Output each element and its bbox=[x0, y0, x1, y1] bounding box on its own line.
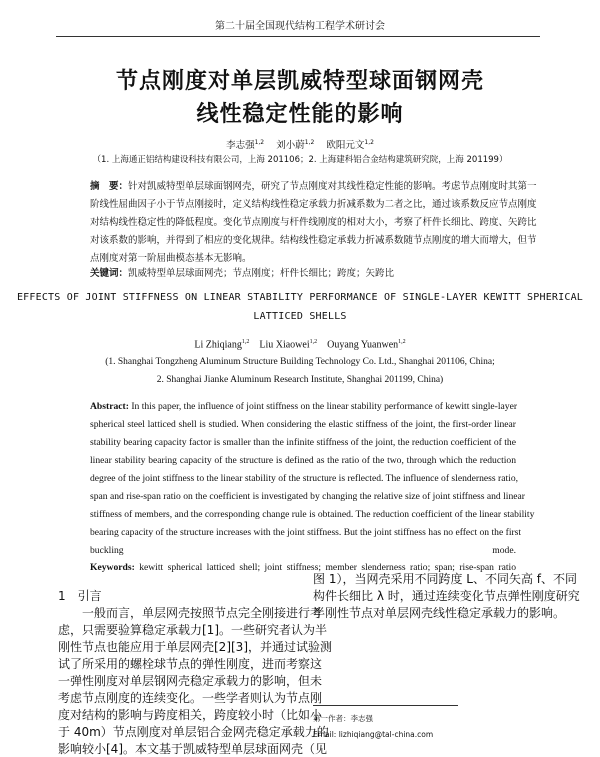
keywords-en-label: Keywords: bbox=[90, 562, 135, 573]
body-line: 刚性节点也能应用于单层网壳[2][3]，并通过试验测 bbox=[58, 640, 332, 654]
body-line: 度对结构的影响与跨度相关，跨度较小时（比如小 bbox=[58, 708, 323, 722]
abstract-en-line: stiffness of members, and the corresponding change rule is obtained. The reduction coefficient of the linear stability bbox=[90, 509, 535, 520]
body-line: 一般而言，单层网壳按照节点完全刚接进行考 bbox=[58, 606, 323, 620]
abstract-en-line: spherical steel latticed shell is studied. When considering the elastic stiffness of the joint, the first-order linear bbox=[90, 419, 516, 430]
abstract-en-line: bearing capacity of the structure increases with the joint stiffness. But the joint stiffness has no effect on the first bbox=[90, 527, 522, 538]
keywords-en-text: kewitt spherical latticed shell; joint stiffness; member slenderness ratio; span; rise-span ratio bbox=[139, 562, 516, 573]
abstract-cn-text: 针对凯威特型单层球面钢网壳，研究了节点刚度对其线性稳定性能的影响。考虑节点刚度时其第一 bbox=[128, 181, 537, 192]
abstract-cn-line: 对结构线性稳定性的降低程度。变化节点刚度与杆件线刚度的相对大小，考察了杆件长细比、跨度、矢跨比 bbox=[90, 217, 537, 228]
body-line: 构件长细比 λ 时，通过连续变化节点弹性刚度研究 bbox=[313, 589, 580, 603]
author-en: Liu Xiaowei bbox=[259, 339, 310, 351]
authors-cn bbox=[0, 137, 600, 151]
abstract-en-label: Abstract: bbox=[90, 401, 129, 412]
running-header: 第二十届全国现代结构工程学术研讨会 bbox=[215, 21, 385, 32]
authors-en bbox=[0, 339, 600, 350]
title-cn-line-1: 节点刚度对单层凯威特型球面钢网壳 bbox=[115, 69, 484, 94]
abstract-en-line: linear stability bearing capacity of the structure is defined as the ratio of the two, through which the reduction bbox=[90, 455, 516, 466]
abstract-cn-line: 点刚度对第一阶屈曲模态基本无影响。 bbox=[90, 253, 252, 264]
abstract-en-line: stability bearing capacity factor is smaller than the infinite stiffness of the joint, the reduction coefficient of the bbox=[90, 437, 516, 448]
footnote-email: Email: lizhiqiang@tal-china.com bbox=[313, 730, 434, 739]
author-sup: 1,2 bbox=[241, 339, 250, 345]
title-en-line-2: LATTICED SHELLS bbox=[253, 311, 347, 322]
abstract-en-line: span and rise-span ratio on the coefficient is investigated by changing the relative size of joint stiffness and linear bbox=[90, 491, 525, 502]
author-cn: 刘小蔚 bbox=[276, 140, 305, 151]
body-line: 试了所采用的螺栓球节点的弹性刚度，进而考察这 bbox=[58, 657, 323, 671]
author-en: Ouyang Yuanwen bbox=[327, 339, 399, 351]
author-sup: 1,2 bbox=[309, 339, 318, 345]
keywords-cn-text: 凯威特型单层球面网壳；节点刚度；杆件长细比；跨度；矢跨比 bbox=[128, 268, 395, 279]
author-sup: 1,2 bbox=[254, 138, 265, 146]
keywords-cn-label: 关键词： bbox=[90, 268, 129, 279]
abstract-en-line: degree of the joint stiffness to the linear stability of the structure is reflected. The influence of slenderness ratio, bbox=[90, 473, 519, 484]
body-line: 一弹性刚度对单层钢网壳稳定承载力的影响，但未 bbox=[58, 674, 323, 688]
footnote-rule bbox=[313, 705, 458, 706]
abstract-cn-line: 阶线性屈曲因子小于节点刚接时，定义结构线性稳定承载力折减系数为二者之比，通过该系数反应节点刚度 bbox=[90, 199, 537, 210]
author-en: Li Zhiqiang bbox=[194, 339, 242, 351]
footnote-author: 第一作者：李志强 bbox=[313, 714, 373, 723]
title-en-line-1: EFFECTS OF JOINT STIFFNESS ON LINEAR STABILITY PERFORMANCE OF SINGLE-LAYER KEWITT SPHERICAL bbox=[16, 292, 584, 303]
body-line: 影响较小[4]。本文基于凯威特型单层球面网壳（见 bbox=[58, 742, 327, 756]
title-cn-line-2: 线性稳定性能的影响 bbox=[196, 102, 404, 127]
body-line: 图 1），当网壳采用不同跨度 L、不同矢高 f、不同 bbox=[313, 572, 577, 586]
header-rule bbox=[56, 36, 540, 37]
author-cn: 李志强 bbox=[226, 140, 255, 151]
affiliation-en-2: 2. Shanghai Jianke Aluminum Research Institute, Shanghai 201199, China) bbox=[156, 375, 444, 385]
section-heading: 1 引言 bbox=[58, 589, 102, 603]
author-sup: 1,2 bbox=[398, 339, 406, 345]
abstract-cn-label: 摘 要： bbox=[90, 181, 129, 192]
abstract-cn-line bbox=[90, 178, 537, 192]
author-sup: 1,2 bbox=[364, 138, 374, 146]
abstract-cn-line: 对该系数的影响，并得到了相应的变化规律。结构线性稳定承载力折减系数随节点刚度的增大而增大，但节 bbox=[90, 235, 537, 246]
affiliation-en-1: (1. Shanghai Tongzheng Aluminum Structure Building Technology Co. Ltd., Shanghai 201106, China; bbox=[105, 357, 495, 367]
body-line: 虑，只需要验算稳定承载力[1]。一些研究者认为半 bbox=[58, 623, 327, 637]
body-line: 考虑节点刚度的连续变化。一些学者则认为节点刚 bbox=[58, 691, 323, 705]
affiliation-cn: （1. 上海通正铝结构建设科技有限公司，上海 201106；2. 上海建科铝合金结构建筑研究院，上海 201199） bbox=[92, 155, 508, 165]
author-cn: 欧阳元文 bbox=[326, 140, 365, 151]
abstract-en-line bbox=[90, 401, 516, 412]
abstract-en-line: buckling mode. bbox=[90, 545, 516, 556]
abstract-en-text: In this paper, the influence of joint stiffness on the linear stability performance of kewitt single-layer bbox=[131, 401, 518, 412]
keywords-cn bbox=[90, 265, 516, 279]
body-line: 半刚性节点对单层网壳线性稳定承载力的影响。 bbox=[313, 606, 566, 620]
author-sup: 1,2 bbox=[304, 138, 315, 146]
body-line: 于 40m）节点刚度对单层铝合金网壳稳定承载力的 bbox=[58, 725, 329, 739]
